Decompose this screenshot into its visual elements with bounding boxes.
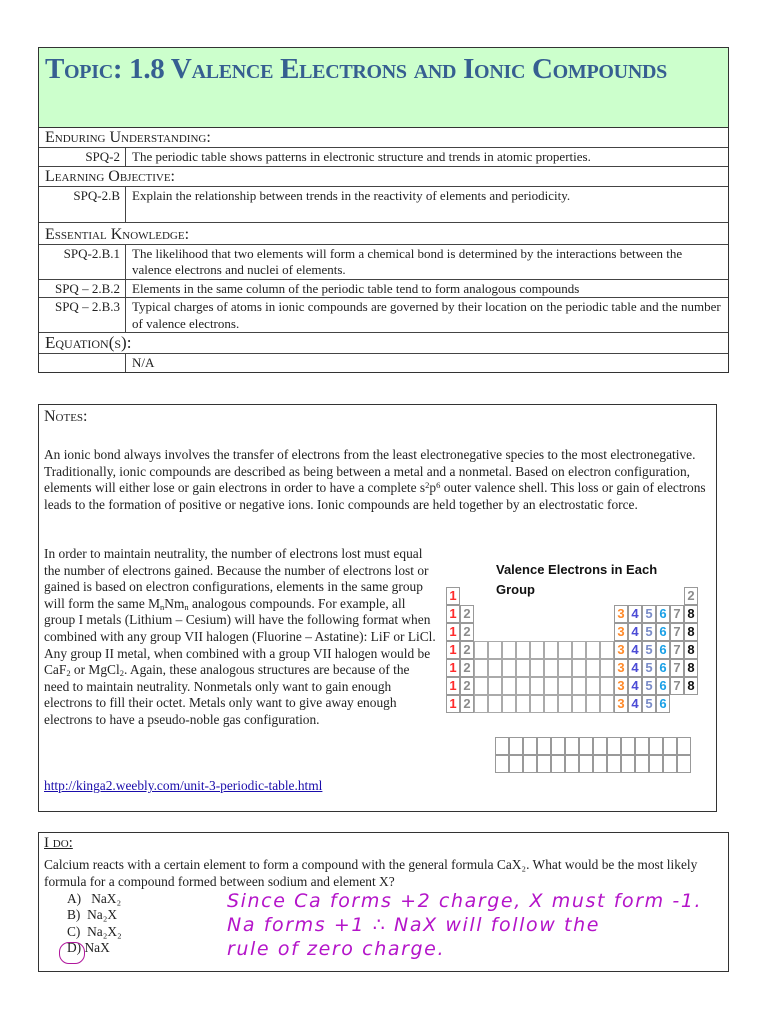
valence-count-cell: 3 bbox=[614, 695, 628, 713]
valence-count-cell: 8 bbox=[684, 605, 698, 623]
empty-cell bbox=[544, 677, 558, 695]
empty-cell bbox=[516, 659, 530, 677]
empty-cell bbox=[558, 641, 572, 659]
empty-cell bbox=[586, 677, 600, 695]
standard-text: Typical charges of atoms in ionic compounds are governed by their location on the periodic table and the number of valence electrons. bbox=[132, 299, 721, 331]
valence-count-cell: 5 bbox=[642, 641, 656, 659]
valence-count-cell: 5 bbox=[642, 677, 656, 695]
empty-cell bbox=[600, 695, 614, 713]
f-block-cell bbox=[579, 755, 593, 773]
standards-table bbox=[38, 47, 729, 373]
equations-label: Equation(s): bbox=[39, 333, 728, 354]
empty-cell bbox=[502, 659, 516, 677]
valence-count-cell: 7 bbox=[670, 641, 684, 659]
valence-count-cell: 3 bbox=[614, 623, 628, 641]
valence-count-cell: 7 bbox=[670, 659, 684, 677]
empty-cell bbox=[572, 641, 586, 659]
valence-count-cell: 5 bbox=[642, 695, 656, 713]
empty-cell bbox=[572, 695, 586, 713]
valence-count-cell: 4 bbox=[628, 677, 642, 695]
standard-code: SPQ – 2.B.2 bbox=[39, 280, 126, 298]
valence-count-cell: 6 bbox=[656, 605, 670, 623]
valence-count-cell: 6 bbox=[656, 641, 670, 659]
empty-cell bbox=[488, 695, 502, 713]
empty-cell bbox=[502, 677, 516, 695]
essential-knowledge-row bbox=[39, 298, 728, 333]
learning-objective-label: Learning Objective: bbox=[39, 167, 728, 187]
f-block-cell bbox=[551, 737, 565, 755]
f-block-cell bbox=[495, 755, 509, 773]
empty-cell bbox=[516, 677, 530, 695]
standard-text: The likelihood that two elements will form a chemical bond is determined by the interactions between the valence electrons and nuclei of elements. bbox=[132, 245, 683, 277]
option-b[interactable]: B) Na₂X bbox=[67, 907, 118, 923]
f-block-cell bbox=[621, 737, 635, 755]
empty-cell bbox=[600, 659, 614, 677]
valence-count-cell: 3 bbox=[614, 659, 628, 677]
f-block-cell bbox=[537, 755, 551, 773]
option-d[interactable]: D) NaX bbox=[67, 939, 110, 955]
empty-cell bbox=[544, 695, 558, 713]
valence-count-cell: 1 bbox=[446, 623, 460, 641]
empty-cell bbox=[474, 659, 488, 677]
reference-link[interactable]: http://kinga2.weebly.com/unit-3-periodic-table.html bbox=[44, 778, 323, 793]
f-block-cell bbox=[593, 755, 607, 773]
question-text: Calcium reacts with a certain element to form a compound with the general formula CaX₂. What would be the most likely formula for a compound formed between sodium and element X? bbox=[44, 857, 698, 889]
f-block-cell bbox=[663, 737, 677, 755]
valence-count-cell: 6 bbox=[656, 659, 670, 677]
f-block-cell bbox=[607, 755, 621, 773]
empty-cell bbox=[586, 641, 600, 659]
empty-cell bbox=[474, 695, 488, 713]
empty-cell bbox=[488, 677, 502, 695]
f-block-cell bbox=[565, 755, 579, 773]
valence-count-cell: 8 bbox=[684, 659, 698, 677]
empty-cell bbox=[474, 641, 488, 659]
empty-cell bbox=[586, 659, 600, 677]
valence-count-cell: 2 bbox=[460, 623, 474, 641]
handwriting-line: rule of zero charge. bbox=[227, 938, 446, 960]
valence-count-cell: 3 bbox=[614, 605, 628, 623]
valence-count-cell: 1 bbox=[446, 677, 460, 695]
empty-cell bbox=[516, 641, 530, 659]
empty-cell bbox=[488, 641, 502, 659]
valence-count-cell: 7 bbox=[670, 605, 684, 623]
valence-count-cell: 1 bbox=[446, 695, 460, 713]
valence-count-cell: 4 bbox=[628, 605, 642, 623]
empty-cell bbox=[544, 641, 558, 659]
topic-title: Topic: 1.8 Valence Electrons and Ionic Compounds bbox=[39, 48, 728, 128]
handwriting-line: Na forms +1 ∴ NaX will follow the bbox=[227, 914, 601, 936]
standard-code: SPQ-2.B.1 bbox=[39, 245, 126, 279]
valence-count-cell: 2 bbox=[460, 695, 474, 713]
f-block-cell bbox=[635, 755, 649, 773]
f-block-cell bbox=[509, 737, 523, 755]
f-block-cell bbox=[635, 737, 649, 755]
valence-count-cell: 6 bbox=[656, 623, 670, 641]
empty-cell bbox=[558, 659, 572, 677]
empty-cell bbox=[530, 641, 544, 659]
empty-cell bbox=[502, 695, 516, 713]
f-block-cell bbox=[649, 737, 663, 755]
essential-knowledge-row bbox=[39, 280, 728, 299]
valence-count-cell: 5 bbox=[642, 605, 656, 623]
i-do-box bbox=[38, 832, 729, 972]
standard-text: Explain the relationship between trends in the reactivity of elements and periodicity. bbox=[132, 187, 571, 203]
f-block-cell bbox=[537, 737, 551, 755]
valence-count-cell: 8 bbox=[684, 677, 698, 695]
essential-knowledge-label: Essential Knowledge: bbox=[39, 223, 728, 245]
valence-count-cell: 2 bbox=[460, 641, 474, 659]
f-block-cell bbox=[593, 737, 607, 755]
f-block-cell bbox=[523, 755, 537, 773]
empty-cell bbox=[530, 659, 544, 677]
valence-count-cell: 6 bbox=[656, 677, 670, 695]
empty-cell bbox=[502, 641, 516, 659]
empty-cell bbox=[516, 695, 530, 713]
valence-count-cell: 8 bbox=[684, 641, 698, 659]
valence-count-cell: 7 bbox=[670, 623, 684, 641]
f-block-cell bbox=[509, 755, 523, 773]
handwritten-explanation bbox=[227, 889, 702, 961]
enduring-understanding-label: Enduring Understanding: bbox=[39, 128, 728, 148]
equation-text: N/A bbox=[132, 355, 155, 370]
standard-code: SPQ-2 bbox=[39, 148, 126, 166]
valence-count-cell: 1 bbox=[446, 641, 460, 659]
learning-objective-row bbox=[39, 187, 728, 223]
valence-count-cell: 8 bbox=[684, 623, 698, 641]
standard-code: SPQ-2.B bbox=[39, 187, 126, 222]
empty-cell bbox=[600, 677, 614, 695]
valence-count-cell: 4 bbox=[628, 641, 642, 659]
empty-cell bbox=[530, 695, 544, 713]
empty-cell bbox=[530, 677, 544, 695]
f-block-cell bbox=[551, 755, 565, 773]
standard-code: SPQ – 2.B.3 bbox=[39, 298, 126, 332]
essential-knowledge-row bbox=[39, 245, 728, 280]
empty-cell bbox=[488, 659, 502, 677]
valence-count-cell: 2 bbox=[684, 587, 698, 605]
empty-cell bbox=[544, 659, 558, 677]
f-block-cell bbox=[523, 737, 537, 755]
f-block-cell bbox=[579, 737, 593, 755]
f-block-cell bbox=[677, 737, 691, 755]
notes-paragraph-2: In order to maintain neutrality, the number of electrons lost must equal the number of electrons gained. Because the number of electrons lost or gained is based on electron configurations, elements in the same group will form the same $M_nNm_n$ analogous compounds. For example, all group I metals (Lithium – Cesium) will have the following format when combined with any group VII halogen (Fluorine – Astatine): LiF or LiCl. Any group II metal, when combined with a group VII halogen would be CaF$_2$ or MgCl$_2$. Again, these analogous structures are because of the need to maintain neutrality. Nonmetals only want to gain enough electrons to fill their octet. Metals only want to give away enough electrons to have a pseudo-noble gas configuration. bbox=[44, 546, 436, 727]
valence-count-cell: 2 bbox=[460, 677, 474, 695]
empty-cell bbox=[586, 695, 600, 713]
empty-cell bbox=[474, 677, 488, 695]
valence-count-cell: 3 bbox=[614, 641, 628, 659]
option-c[interactable]: C) Na₂X₂ bbox=[67, 923, 122, 939]
empty-cell bbox=[558, 677, 572, 695]
valence-count-cell: 2 bbox=[460, 659, 474, 677]
f-block-cell bbox=[649, 755, 663, 773]
f-block-cell bbox=[663, 755, 677, 773]
option-a[interactable]: A) NaX₂ bbox=[67, 891, 122, 906]
equation-code bbox=[39, 354, 126, 372]
valence-count-cell: 4 bbox=[628, 623, 642, 641]
valence-count-cell: 5 bbox=[642, 623, 656, 641]
figure-title: Valence Electrons in Each Group bbox=[496, 562, 658, 597]
valence-count-cell: 1 bbox=[446, 659, 460, 677]
valence-count-cell: 4 bbox=[628, 695, 642, 713]
f-block-cell bbox=[495, 737, 509, 755]
f-block-cell bbox=[607, 737, 621, 755]
empty-cell bbox=[558, 695, 572, 713]
valence-count-cell: 7 bbox=[670, 677, 684, 695]
empty-cell bbox=[600, 641, 614, 659]
equations-row bbox=[39, 354, 728, 372]
handwriting-line: Since Ca forms +2 charge, X must form -1. bbox=[227, 890, 703, 912]
f-block-cell bbox=[621, 755, 635, 773]
valence-count-cell: 1 bbox=[446, 605, 460, 623]
valence-count-cell: 4 bbox=[628, 659, 642, 677]
f-block-cell bbox=[677, 755, 691, 773]
valence-count-cell: 6 bbox=[656, 695, 670, 713]
valence-count-cell: 2 bbox=[460, 605, 474, 623]
notes-paragraph-1: An ionic bond always involves the transfer of electrons from the least electronegative species to the most electronegative. Traditionally, ionic compounds are described as being between a metal and a nonmetal. Based on electron configuration, elements will either lose or gain electrons in order to have a complete $s^2p^6$ outer valence shell. This loss or gain of electrons leads to the formation of positive or negative ions. Ionic compounds are held together by an electrostatic force. bbox=[44, 447, 706, 512]
i-do-label: I do: bbox=[44, 835, 73, 851]
enduring-understanding-row bbox=[39, 148, 728, 167]
valence-count-cell: 3 bbox=[614, 677, 628, 695]
f-block-cell bbox=[565, 737, 579, 755]
notes-label: Notes: bbox=[44, 408, 88, 425]
empty-cell bbox=[572, 659, 586, 677]
standard-text: The periodic table shows patterns in electronic structure and trends in atomic properties. bbox=[132, 149, 591, 164]
valence-count-cell: 1 bbox=[446, 587, 460, 605]
empty-cell bbox=[572, 677, 586, 695]
answer-circle-mark bbox=[59, 942, 85, 964]
standard-text: Elements in the same column of the periodic table tend to form analogous compounds bbox=[132, 280, 580, 296]
valence-count-cell: 5 bbox=[642, 659, 656, 677]
